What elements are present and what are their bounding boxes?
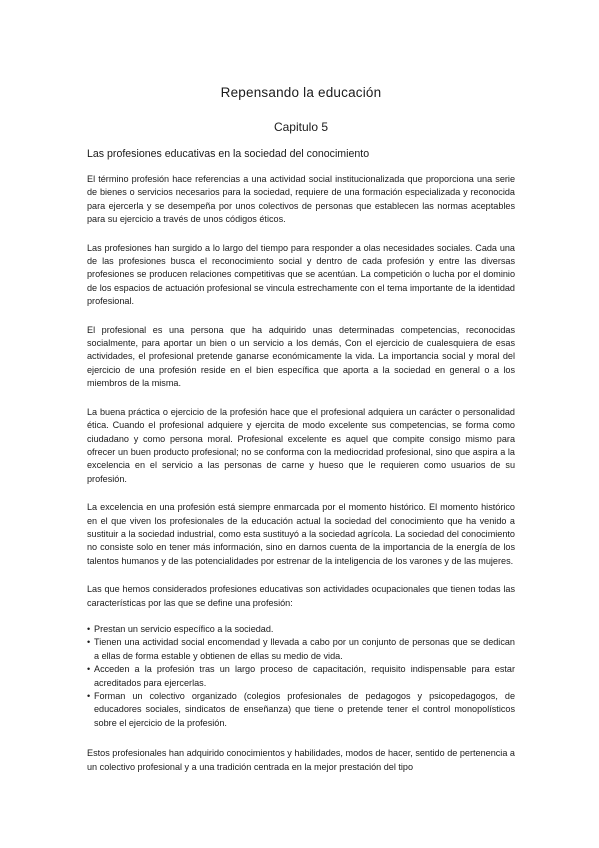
- paragraph-origin: Las profesiones han surgido a lo largo del tiempo para responder a olas necesidades sociales. Cada una de las profesiones busca el reconocimiento social y dentro de cada profesión y entre las diversas profesiones se producen relaciones competitivas que se acentúan. La competición o lucha por el dominio de los espacios de actuación profesional se vincula estrechamente con el tema importante de la identidad profesional.: [87, 242, 515, 307]
- paragraph-closing: Estos profesionales han adquirido conocimientos y habilidades, modos de hacer, sentido de pertenencia a un colectivo profesional y a una tradición centrada en la mejor prestación del tipo: [87, 748, 515, 772]
- bullet-icon: •: [87, 664, 91, 675]
- list-item-text: Tienen una actividad social encomendad y llevada a cabo por un conjunto de personas que se dedican a ellas de forma estable y obtienen de ellas su medio de vida.: [94, 637, 515, 661]
- list-item: [87, 690, 515, 730]
- document-title: Repensando la educación: [220, 85, 382, 100]
- list-item: [87, 663, 515, 690]
- paragraph-good-practice: La buena práctica o ejercicio de la profesión hace que el profesional adquiera un carácter o personalidad ética. Cuando el profesional adquiere y ejercita de modo excelente sus competencias, se forma como ciudadano y como persona moral. Profesional excelente es aquel que compite consigo mismo para ofrecer un buen producto profesional; no se conforma con la mediocridad profesional, sino que aspira a la excelencia en el servicio a las personas de carne y hueso que le requieren como usuarios de su profesión.: [87, 406, 515, 484]
- list-item: [87, 636, 515, 663]
- bullet-icon: •: [87, 691, 91, 701]
- section-heading: Las profesiones educativas en la sociedad del conocimiento: [87, 148, 370, 160]
- list-item: [87, 623, 515, 636]
- paragraph-excellence: La excelencia en una profesión está siempre enmarcada por el momento histórico. El momento histórico en el que viven los profesionales de la educación actual la sociedad del conocimiento que ha venido a sustituir a la sociedad industrial, como esta sustituyó a la sociedad agrícola. La sociedad del conocimiento no consiste solo en tener más información, sino en darnos cuenta de la importancia de la energía de los talentos humanos y de las potencialidades por estrenar de la inteligencia de los varones y de las mujeres.: [87, 502, 515, 566]
- paragraph-professional: El profesional es una persona que ha adquirido unas determinadas competencias, reconocidas socialmente, para aportar un bien o un servicio a los demás, Con el ejercicio de cualesquiera de esas actividades, el profesional pretende ganarse económicamente la vida. La importancia social y moral del ejercicio de una profesión reside en el bien específica que aporta a la sociedad en general o a los miembros de la misma.: [87, 324, 515, 389]
- chapter-heading: Capitulo 5: [273, 120, 329, 134]
- list-item-text: Forman un colectivo organizado (colegios profesionales de pedagogos y psicopedagogos, de educadores sociales, sindicatos de enseñanza) que tiene o pretende tener el control monopolísticos sobre el ejercicio de la profesión.: [94, 691, 515, 728]
- list-item-text: Prestan un servicio específico a la sociedad.: [94, 623, 274, 634]
- paragraph-list-intro: Las que hemos considerados profesiones educativas son actividades ocupacionales que tienen todas las características por las que se define una profesión:: [87, 584, 515, 608]
- list-item-text: Acceden a la profesión tras un largo proceso de capacitación, requisito indispensable para estar acreditados para ejercerlas.: [94, 664, 515, 688]
- bullet-icon: •: [87, 637, 91, 648]
- bullet-icon: •: [87, 623, 91, 634]
- paragraph-definition: El término profesión hace referencias a una actividad social institucionalizada que proporciona una serie de bienes o servicios necesarios para la sociedad, requiere de una formación especializada y reconocida para ejercerla y se desempeña por unos colectivos de personas que establecen las normas aceptables para su ejercicio a través de unos códigos éticos.: [87, 174, 515, 225]
- characteristics-list: [87, 623, 515, 730]
